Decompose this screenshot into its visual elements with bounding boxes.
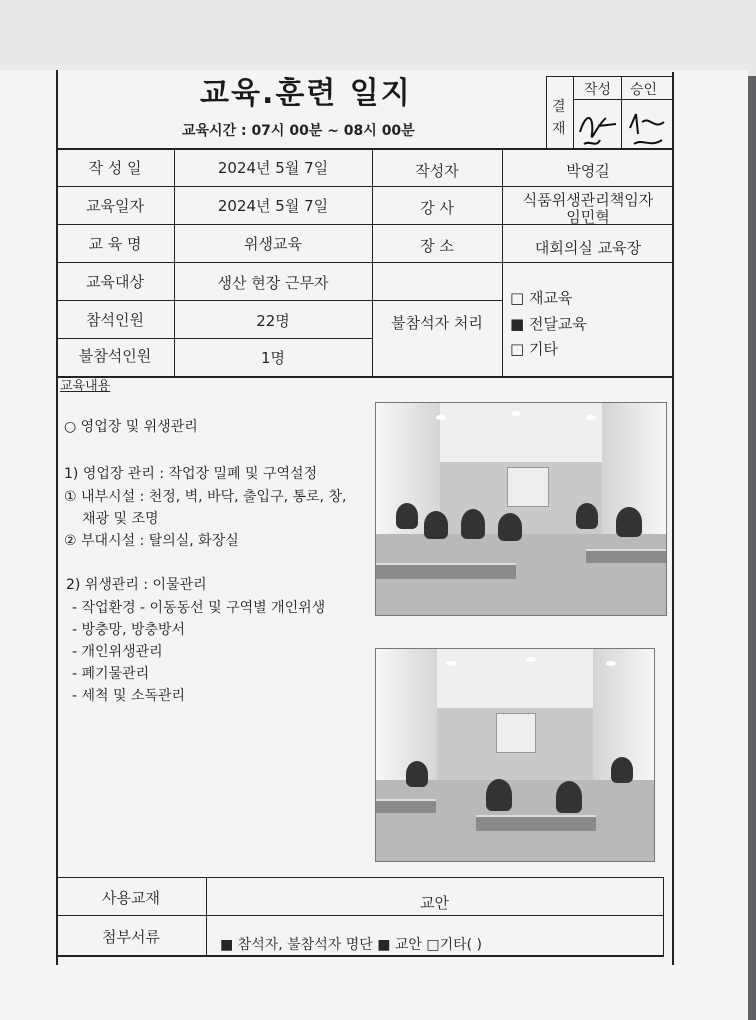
writer-value: 박영길 <box>566 162 610 180</box>
attendee <box>498 513 522 541</box>
footer-right <box>663 877 664 956</box>
ceiling-light <box>446 661 456 666</box>
approval-box-header-line <box>573 99 674 100</box>
col-line-1 <box>174 148 175 378</box>
attachment-value: ■ 참석자, 불참석자 명단 ■ 교안 □기타( ) <box>220 937 483 953</box>
ceiling-light <box>511 411 521 416</box>
row-line-5 <box>56 338 372 339</box>
content-line-10: - 세척 및 소독관리 <box>72 688 186 704</box>
edu-date-label: 교육일자 <box>86 197 144 215</box>
writer-label: 작성자 <box>415 162 459 180</box>
attendee <box>616 507 642 537</box>
training-photo-1 <box>375 402 667 616</box>
footer-middle <box>56 915 664 916</box>
attendee <box>396 503 418 529</box>
attendee <box>406 761 428 787</box>
absent-value: 1명 <box>260 349 286 367</box>
instructor-label: 강 사 <box>420 199 454 217</box>
desk <box>586 549 666 563</box>
absent-handling-label: 불참석자 처리 <box>391 314 483 332</box>
content-line-3: 채광 및 조명 <box>82 511 159 527</box>
ceiling-light <box>526 657 536 662</box>
option-relay-education: ■ 전달교육 <box>510 315 587 333</box>
row-line-3 <box>56 262 674 263</box>
author-signature <box>576 104 622 154</box>
content-heading: ○ 영업장 및 위생관리 <box>64 419 198 435</box>
ceiling-light <box>606 661 616 666</box>
content-label: 교육내용 <box>60 379 111 394</box>
col-line-3 <box>502 148 503 378</box>
desk <box>476 815 596 831</box>
education-time: 교육시간 : 07시 00분 ~ 08시 00분 <box>182 123 415 139</box>
attendee <box>556 781 582 813</box>
instructor-line-2: 임민혁 <box>566 208 610 226</box>
attendee <box>486 779 512 811</box>
edu-name-label: 교 육 명 <box>88 235 142 253</box>
edu-date-value: 2024년 5월 7일 <box>217 197 329 215</box>
ceiling-light <box>586 415 596 420</box>
attendee <box>461 509 485 539</box>
target-label: 교육대상 <box>86 273 144 291</box>
attend-label: 참석인원 <box>86 311 144 329</box>
footer-top <box>56 877 664 878</box>
absent-label: 불참석인원 <box>78 347 152 365</box>
write-date-value: 2024년 5월 7일 <box>217 159 329 177</box>
material-value: 교안 <box>420 894 449 912</box>
training-photo-2 <box>375 648 655 862</box>
content-line-1: 1) 영업장 관리 : 작업장 밀폐 및 구역설정 <box>64 466 318 482</box>
projector-screen <box>496 713 537 753</box>
content-line-8: - 개인위생관리 <box>72 644 163 660</box>
attendee <box>576 503 598 529</box>
target-value: 생산 현장 근무자 <box>217 274 329 292</box>
footer-bottom <box>56 955 664 957</box>
attendee <box>424 511 448 539</box>
approval-gyeol: 결 <box>552 99 566 115</box>
edu-name-value: 위생교육 <box>244 235 302 253</box>
attendee <box>611 757 633 783</box>
approver-signature <box>624 104 670 154</box>
projector-screen <box>507 467 550 507</box>
option-reeducation: □ 재교육 <box>510 289 573 307</box>
approval-box-left <box>546 76 547 148</box>
paper-edge <box>0 0 756 76</box>
option-other: □ 기타 <box>510 340 558 358</box>
desk <box>376 799 436 813</box>
col-line-2 <box>372 148 373 378</box>
place-value: 대회의실 교육장 <box>534 239 642 257</box>
material-label: 사용교재 <box>102 889 160 907</box>
write-date-label: 작 성 일 <box>88 159 142 177</box>
approval-author-label: 작성 <box>584 82 612 98</box>
place-label: 장 소 <box>420 237 454 255</box>
page-title: 교육.훈련 일지 <box>200 76 412 111</box>
attachment-label: 첨부서류 <box>102 928 160 946</box>
approval-box-top <box>546 76 674 77</box>
desk <box>376 563 516 579</box>
row-line-1 <box>56 186 674 187</box>
instructor-line-1: 식품위생관리책임자 <box>522 191 654 209</box>
content-line-2: ① 내부시설 : 천정, 벽, 바닥, 출입구, 통로, 창, <box>64 489 347 505</box>
content-line-4: ② 부대시설 : 탈의실, 화장실 <box>64 533 239 549</box>
content-line-5: 2) 위생관리 : 이물관리 <box>66 577 207 593</box>
row-line-4 <box>56 300 502 301</box>
row-line-6 <box>56 376 674 378</box>
attend-value: 22명 <box>256 312 290 330</box>
ceiling-light <box>436 415 446 420</box>
approval-jae: 재 <box>552 121 566 137</box>
approval-box-mid1 <box>573 76 574 148</box>
footer-divider <box>206 877 207 956</box>
content-line-6: - 작업환경 - 이동동선 및 구역별 개인위생 <box>72 600 326 616</box>
table-top <box>56 148 674 150</box>
approval-approve-label: 승인 <box>630 82 658 98</box>
content-line-9: - 폐기물관리 <box>72 666 150 682</box>
content-line-7: - 방충망, 방충방서 <box>72 622 186 638</box>
